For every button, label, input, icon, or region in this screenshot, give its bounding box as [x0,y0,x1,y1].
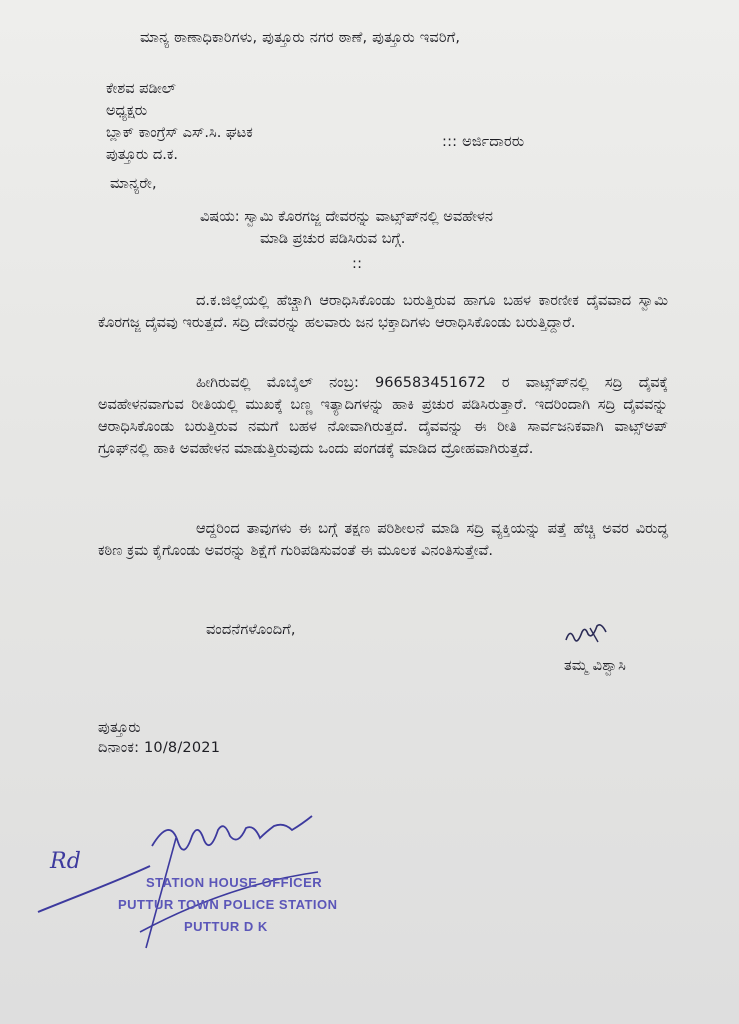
closing-line: ವಂದನೆಗಳೊಂದಿಗೆ, [206,622,296,638]
signoff-line: ತಮ್ಮ ವಿಶ್ವಾಸಿ [564,658,626,674]
subject-line-2: ಮಾಡಿ ಪ್ರಚುರ ಪಡಿಸಿರುವ ಬಗ್ಗೆ. [260,231,406,247]
stamp-line-3: PUTTUR D K [184,919,268,934]
subject-marker: :: [352,256,363,272]
sender-designation: ಅಧ್ಯಕ್ಷರು [106,103,148,119]
salutation: ಮಾನ್ಯರೇ, [110,176,157,192]
officer-signature [152,816,312,850]
place-line: ಪುತ್ತೂರು [98,720,141,736]
addressee-line: ಮಾನ್ಯ ಠಾಣಾಧಿಕಾರಿಗಳು, ಪುತ್ತೂರು ನಗರ ಠಾಣೆ, ಪುತ್ತೂರು ಇವರಿಗೆ, [140,30,461,46]
stamp-line-1: STATION HOUSE OFFICER [146,875,323,890]
paragraph-2-text: ಹೀಗಿರುವಲ್ಲಿ ಮೊಬೈಲ್ ನಂಬ್ರ: 966583451672 ರ ವಾಟ್ಸ್‌ಪ್‌ನಲ್ಲಿ ಸದ್ರಿ ದೈವಕ್ಕೆ ಅವಹೇಳನವಾಗುವ ರೀತಿಯಲ್ಲಿ ಮುಖಕ್ಕೆ ಬಣ್ಣ ಇತ್ಯಾದಿಗಳನ್ನು ಹಾಕಿ ಪ್ರಚುರ ಪಡಿಸಿರುತ್ತಾರೆ. ಇದರಿಂದಾಗಿ ಸದ್ರಿ ದೈವವನ್ನು ಆರಾಧಿಸಿಕೊಂಡು ಬರುತ್ತಿರುವ ನಮಗೆ ಬಹಳ ನೋವಾಗಿರುತ್ತದೆ. ದೈವವನ್ನು ಈ ರೀತಿ ಸಾರ್ವಜನಿಕವಾಗಿ ವಾಟ್ಸ್‌ಅಪ್ ಗ್ರೂಫ್‌ನಲ್ಲಿ ಹಾಕಿ ಅವಹೇಳನ ಮಾಡುತ್ತಿರುವುದು ಒಂದು ಪಂಗಡಕ್ಕೆ ಮಾಡಿದ ದ್ರೋಹವಾಗಿರುತ್ತದೆ. [98,375,668,457]
date-line: ದಿನಾಂಕ: 10/8/2021 [98,740,221,756]
stamp-line-2: PUTTUR TOWN POLICE STATION [118,897,338,912]
sender-place: ಪುತ್ತೂರು ದ.ಕ. [106,147,178,163]
sender-name: ಕೇಶವ ಪಡೀಲ್ [106,81,176,97]
received-note: Rd [50,849,82,874]
police-stamp [118,872,338,938]
paragraph-3-text: ಆದ್ದರಿಂದ ತಾವುಗಳು ಈ ಬಗ್ಗೆ ತಕ್ಷಣ ಪರಿಶೀಲನೆ ಮಾಡಿ ಸದ್ರಿ ವ್ಯಕ್ತಿಯನ್ನು ಪತ್ತೆ ಹೆಚ್ಚಿ ಅವರ ವಿರುದ್ಧ ಕಠಿಣ ಕ್ರಮ ಕೈಗೊಂಡು ಅವರನ್ನು ಶಿಕ್ಷೆಗೆ ಗುರಿಪಡಿಸುವಂತೆ ಈ ಮೂಲಕ ವಿನಂತಿಸುತ್ತೇವೆ. [98,521,668,559]
sender-organization: ಬ್ಲಾಕ್ ಕಾಂಗ್ರೆಸ್ ಎಸ್.ಸಿ. ಘಟಕ [106,125,253,141]
applicant-signature [566,625,606,641]
petitioner-label: ::: ಅರ್ಜಿದಾರರು [442,134,525,150]
paragraph-1-text: ದ.ಕ.ಜಿಲ್ಲೆಯಲ್ಲಿ ಹೆಚ್ಚಾಗಿ ಆರಾಧಿಸಿಕೊಂಡು ಬರುತ್ತಿರುವ ಹಾಗೂ ಬಹಳ ಕಾರಣೀಕ ದೈವವಾದ ಸ್ವಾಮಿ ಕೊರಗಜ್ಜ ದೈವವು ಇರುತ್ತದೆ. ಸದ್ರಿ ದೇವರನ್ನು ಹಲವಾರು ಜನ ಭಕ್ತಾದಿಗಳು ಆರಾಧಿಸಿಕೊಂಡು ಬರುತ್ತಿದ್ದಾರೆ. [98,293,668,331]
subject-line-1: ವಿಷಯ: ಸ್ವಾಮಿ ಕೊರಗಜ್ಜ ದೇವರನ್ನು ವಾಟ್ಸ್‌ಪ್‌ನಲ್ಲಿ ಅವಹೇಳನ [200,209,493,225]
